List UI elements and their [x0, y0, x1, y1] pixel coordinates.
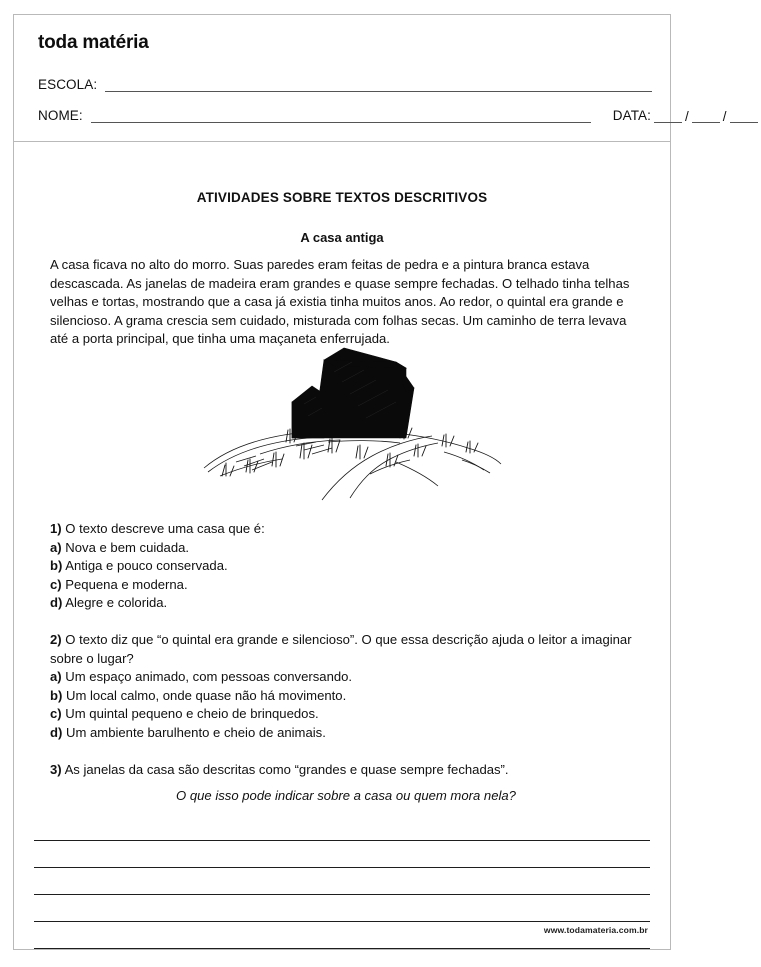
answer-line-4[interactable] [34, 895, 650, 922]
question-2-stem [50, 631, 642, 668]
question-2-option-d[interactable] [50, 724, 642, 743]
worksheet-content [14, 142, 670, 949]
option-letter: d) [50, 724, 63, 740]
answer-line-3[interactable] [34, 868, 650, 895]
question-2-option-c[interactable] [50, 705, 642, 724]
data-month-input[interactable] [692, 111, 720, 123]
house-silhouette [292, 348, 414, 438]
reading-passage: A casa ficava no alto do morro. Suas paredes eram feitas de pedra e a pintura branca estava descascada. As janelas de madeira eram grandes e quase sempre fechadas. O telhado tinha telhas velhas e tortas, mostrando que a casa já existia tinha muitos anos. Ao redor, o quintal era grande e silencioso. A grama crescia sem cuidado, misturada com folhas secas. Um caminho de terra levava até a porta principal, que tinha uma maçaneta enferrujada. [50, 257, 630, 347]
option-text: Pequena e moderna. [65, 576, 188, 592]
brand-logo: toda matéria [38, 32, 149, 53]
option-letter: b) [50, 687, 63, 703]
page-title: ATIVIDADES SOBRE TEXTOS DESCRITIVOS [196, 190, 488, 205]
option-letter: c) [50, 706, 62, 722]
option-letter: d) [50, 595, 63, 611]
data-year-input[interactable] [730, 111, 758, 123]
text-subtitle: A casa antiga [300, 230, 384, 245]
option-letter: a) [50, 669, 62, 685]
question-block-3 [50, 761, 642, 806]
date-separator-1: / [685, 109, 689, 124]
option-text: Alegre e colorida. [65, 595, 168, 611]
question-2-option-b[interactable] [50, 687, 642, 706]
option-text: Um ambiente barulhento e cheio de animais. [66, 724, 326, 740]
question-3-number: 3) [50, 761, 62, 777]
escola-field-row [38, 74, 652, 92]
question-1-number: 1) [50, 521, 62, 536]
question-1-text: O texto descreve uma casa que é: [65, 521, 265, 536]
option-text: Um local calmo, onde quase não há movimento. [66, 687, 347, 703]
footer-url: www.todamateria.com.br [543, 925, 648, 935]
option-text: Nova e bem cuidada. [65, 539, 190, 555]
nome-label: NOME: [38, 108, 83, 123]
option-letter: a) [50, 539, 62, 555]
option-text: Um quintal pequeno e cheio de brinquedos. [65, 706, 319, 722]
data-field-group [613, 109, 761, 123]
question-2-number: 2) [50, 631, 62, 647]
house-illustration [200, 342, 506, 502]
data-day-input[interactable] [654, 111, 682, 123]
questions-list [50, 520, 642, 824]
answer-line-1[interactable] [34, 814, 650, 841]
nome-field-row [38, 105, 727, 124]
nome-input-rule[interactable] [91, 111, 591, 123]
question-1-option-b[interactable] [50, 557, 642, 576]
question-1-stem [50, 520, 642, 539]
ground-sketch [204, 430, 501, 500]
question-3-prompt: O que isso pode indicar sobre a casa ou quem mora nela? [176, 788, 516, 804]
escola-input-rule[interactable] [105, 80, 652, 92]
worksheet-page [13, 14, 727, 950]
question-3-text: As janelas da casa são descritas como “grandes e quase sempre fechadas”. [64, 761, 509, 777]
question-2-text: O texto diz que “o quintal era grande e silencioso”. O que essa descrição ajuda o leitor a imaginar sobre o lugar? [50, 631, 632, 666]
data-label: DATA: [612, 108, 652, 123]
answer-line-2[interactable] [34, 841, 650, 868]
question-block-2 [50, 631, 642, 743]
worksheet-header [14, 15, 727, 142]
question-1-option-a[interactable] [50, 539, 642, 558]
question-1-option-d[interactable] [50, 594, 642, 613]
option-text: Um espaço animado, com pessoas conversando. [65, 669, 353, 685]
question-2-option-a[interactable] [50, 668, 642, 687]
question-1-option-c[interactable] [50, 576, 642, 595]
escola-label: ESCOLA: [38, 77, 98, 92]
question-3-stem [50, 761, 642, 780]
date-separator-2: / [722, 109, 727, 124]
question-block-1 [50, 520, 642, 613]
option-letter: b) [50, 558, 63, 574]
option-text: Antiga e pouco conservada. [65, 558, 228, 574]
option-letter: c) [50, 576, 62, 592]
